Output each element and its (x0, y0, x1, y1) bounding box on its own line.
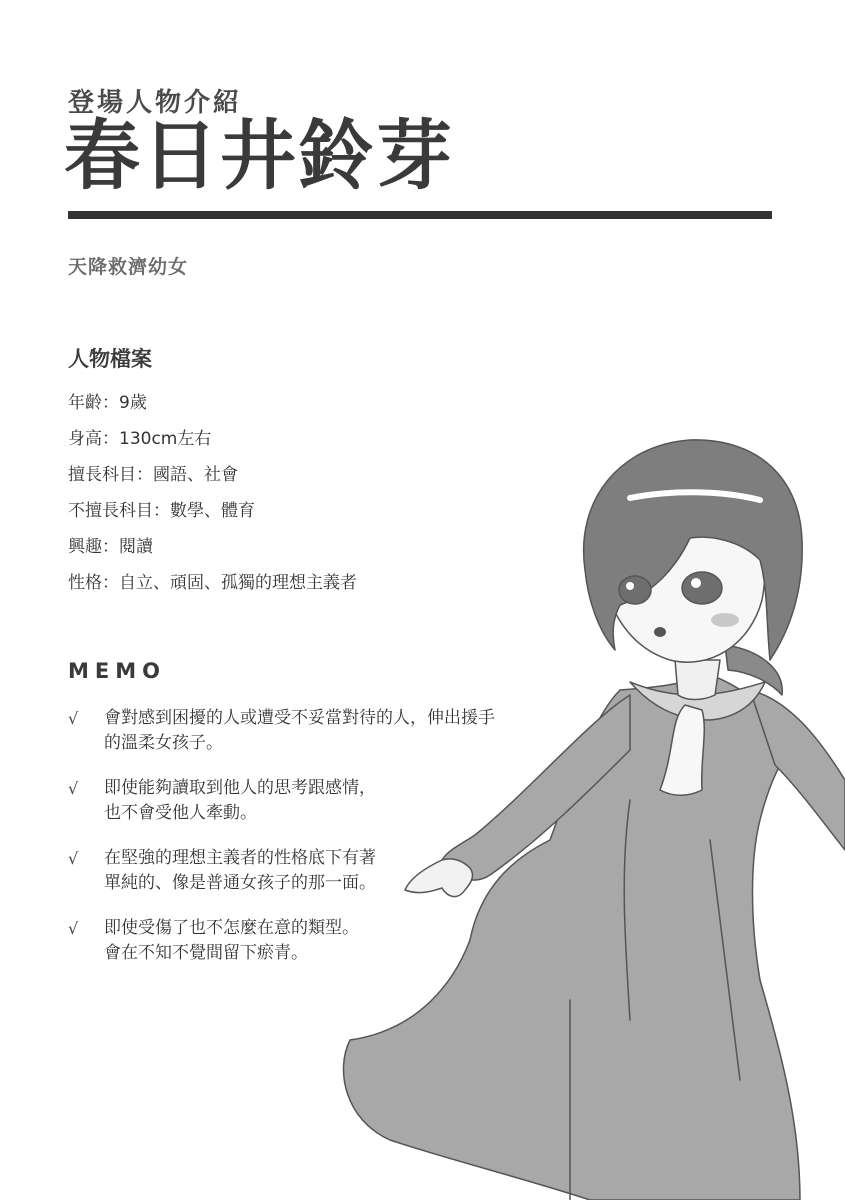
profile-item-weak-subjects: 不擅長科目：數學、體育 (68, 501, 255, 521)
memo-list (68, 706, 574, 986)
memo-line: 會在不知不覺間留下瘀青。 (104, 943, 308, 963)
profile-item-height: 身高：130cm左右 (68, 429, 212, 449)
profile-list (68, 388, 357, 604)
memo-line: 在堅強的理想主義者的性格底下有著 (104, 848, 376, 868)
title-divider (68, 211, 772, 219)
character-name: 春日井鈴芽 (64, 111, 454, 200)
check-icon: √ (68, 709, 79, 728)
memo-line: 單純的、像是普通女孩子的那一面。 (104, 873, 376, 893)
page-kicker: 登場人物介紹 (68, 88, 243, 118)
memo-line: 即使受傷了也不怎麼在意的類型。 (104, 918, 359, 938)
mouth (654, 627, 666, 637)
check-icon: √ (68, 919, 79, 938)
profile-item-good-subjects: 擅長科目：國語、社會 (68, 465, 238, 485)
character-subtitle: 天降救濟幼女 (68, 256, 189, 278)
memo-item (68, 916, 574, 966)
memo-line: 即使能夠讀取到他人的思考跟感情， (104, 778, 376, 798)
memo-item (68, 706, 574, 756)
check-icon: √ (68, 779, 79, 798)
memo-line: 的溫柔女孩子。 (104, 733, 223, 753)
blush (711, 613, 739, 627)
memo-line: 會對感到困擾的人或遭受不妥當對待的人，伸出援手 (104, 708, 495, 728)
left-eye (619, 576, 651, 604)
profile-heading: 人物檔案 (68, 347, 152, 371)
check-icon: √ (68, 849, 79, 868)
neck (675, 660, 720, 700)
memo-heading: MEMO (68, 659, 166, 683)
memo-item (68, 846, 574, 896)
profile-item-hobby: 興趣：閱讀 (68, 537, 153, 557)
profile-item-age: 年齡：9歲 (68, 393, 147, 413)
memo-line: 也不會受他人牽動。 (104, 803, 257, 823)
profile-item-personality: 性格：自立、頑固、孤獨的理想主義者 (68, 573, 357, 593)
right-eye (682, 572, 722, 604)
memo-item (68, 776, 574, 826)
